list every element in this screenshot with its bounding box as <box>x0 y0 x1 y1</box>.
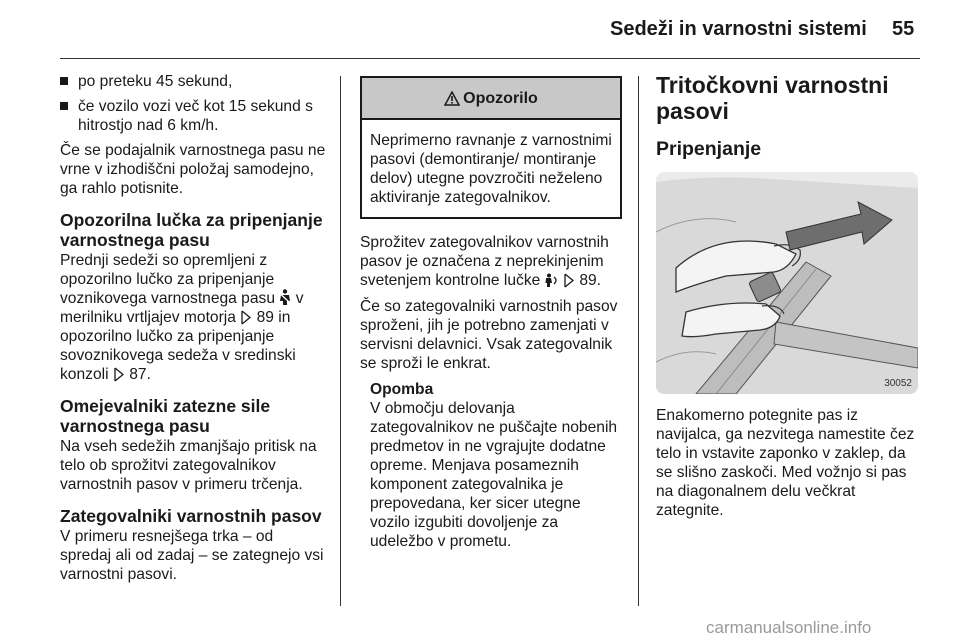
paragraph-fasten: Enakomerno potegnite pas iz navijalca, ga nezvitega namestite čez telo in vstavite zaponko v zaklep, da se slišno zaskoči. Med vožnjo si pas na diagonalnem delu večkrat zategnite. <box>656 407 915 519</box>
column-divider-left <box>340 76 341 606</box>
header-rule <box>60 58 920 59</box>
heading-three-point-belts: Tritočkovni varnostni pasovi <box>656 72 889 124</box>
paragraph-activation <box>360 233 622 290</box>
seatbelt-illustration-drawing <box>656 172 918 394</box>
paragraph-force-limiter: Na vseh sedežih zmanjšajo pritisk na telo ob sprožitvi zategovalnikov varnostnih pasov v primeru trčenja. <box>60 438 317 493</box>
warning-box-header <box>362 78 620 120</box>
airbag-pretensioner-icon <box>545 273 559 288</box>
note-title: Opomba <box>370 381 434 398</box>
bullet-square-icon <box>60 102 68 110</box>
list-item <box>60 97 326 135</box>
paragraph-retractor: Če se podajalnik varnostnega pasu ne vrne v izhodiščni položaj samodejno, ga rahlo potisnite. <box>60 142 326 197</box>
figure-code: 30052 <box>884 378 912 389</box>
warning-text: Neprimerno ravnanje z varnostnimi pasovi (demontiranje/ montiranje delov) utegne povzročiti neželeno aktiviranje zategovalnikov. <box>370 132 612 206</box>
text-segment: v merilniku vrtljajev motorja <box>60 290 304 326</box>
text-segment: 89. <box>579 272 602 289</box>
heading-fastening: Pripenjanje <box>656 138 762 160</box>
text-segment: Sprožitev zategovalnikov varnostnih pasov je označena z neprekinjenim svetenjem kontrolne lučke <box>360 234 609 289</box>
text-segment: 87. <box>129 366 151 383</box>
heading-force-limiter: Omejevalniki zatezne sile varnostnega pasu <box>60 396 271 436</box>
heading-warning-lamp: Opozorilna lučka za pripenjanje varnostnega pasu <box>60 210 323 250</box>
heading-pretensioner: Zategovalniki varnostnih pasov <box>60 506 322 526</box>
page-number: 55 <box>892 18 915 40</box>
list-item-text: če vozilo vozi več kot 15 sekund s hitrostjo nad 6 km/h. <box>78 98 313 134</box>
page-header-title: Sedeži in varnostni sistemi <box>610 18 867 40</box>
reference-arrow-icon[interactable] <box>113 367 125 382</box>
left-column <box>60 72 326 591</box>
warning-box <box>360 76 622 219</box>
reference-arrow-icon[interactable] <box>563 273 575 288</box>
paragraph-warning-lamp <box>60 251 326 384</box>
middle-column <box>360 72 622 551</box>
paragraph-workshop: Če so zategovalniki varnostnih pasov sproženi, jih je potrebno zamenjati v servisni delavnici. Vsak zategovalnik se sproži le enkrat. <box>360 298 618 372</box>
note-block <box>360 380 622 551</box>
text-segment: 89 in opozorilno lučko za pripenjanje sovoznikovega sedeža v sredinski konzoli <box>60 309 296 383</box>
warning-triangle-icon <box>444 91 460 106</box>
watermark: carmanualsonline.info <box>706 618 872 637</box>
seatbelt-person-icon <box>279 289 291 306</box>
bullet-square-icon <box>60 77 68 85</box>
warning-title: Opozorilo <box>463 89 538 107</box>
column-divider-right <box>638 76 639 606</box>
list-item-text: po preteku 45 sekund, <box>78 73 233 90</box>
note-text: V območju delovanja zategovalnikov ne puščajte nobenih predmetov in ne vgrajujte dodatne opreme. Menjava posameznih komponent zategovalnika je prepovedana, ker sicer utegne vozilo izgubiti dovoljenje za udeležbo v prometu. <box>370 400 618 550</box>
list-item <box>60 72 326 91</box>
reference-arrow-icon[interactable] <box>240 310 252 325</box>
seatbelt-fastening-illustration <box>656 172 918 394</box>
paragraph-pretensioner: V primeru resnejšega trka – od spredaj ali od zadaj – se zategnejo vsi varnostni pasovi. <box>60 528 324 583</box>
text-segment: Prednji sedeži so opremljeni z opozorilno lučko za pripenjanje voznikovega varnostnega pasu <box>60 252 275 307</box>
right-column <box>656 72 926 527</box>
